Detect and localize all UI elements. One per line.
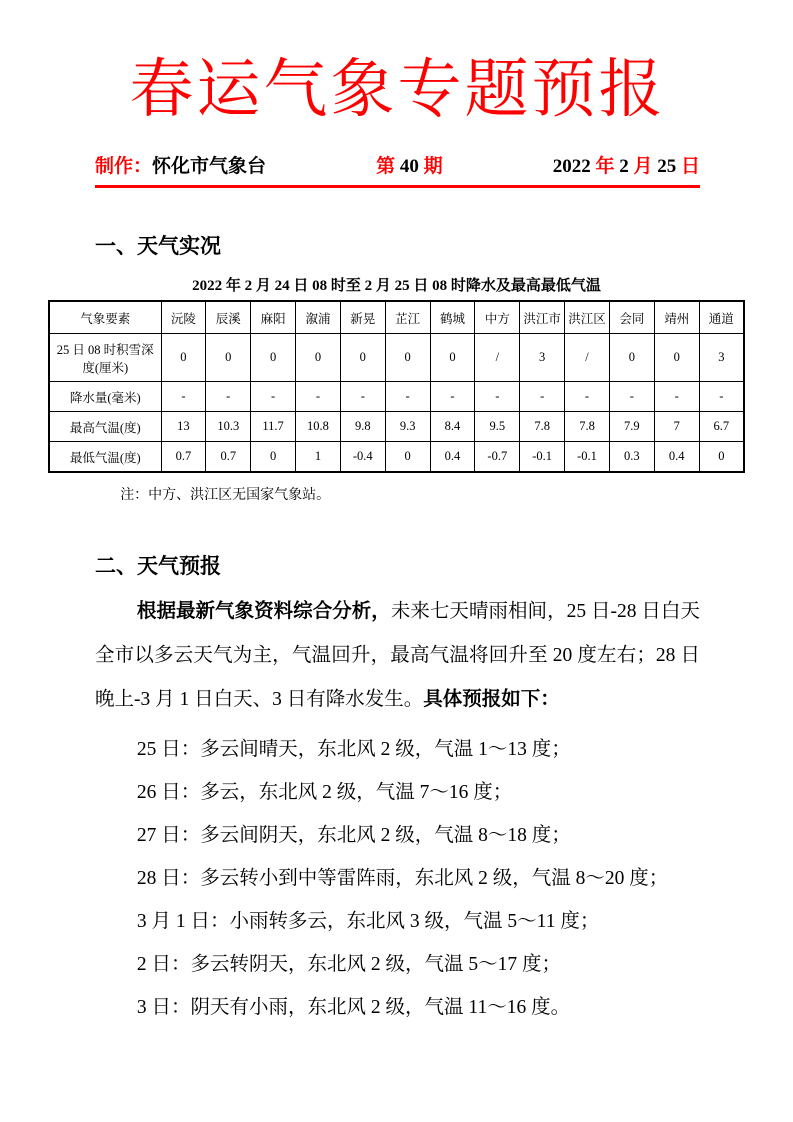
row-label: 25 日 08 时积雪深度(厘米) — [49, 334, 161, 382]
table-cell: - — [520, 382, 565, 412]
table-cell: - — [699, 382, 744, 412]
issue-prefix: 第 — [376, 155, 396, 177]
table-cell: - — [206, 382, 251, 412]
row-label: 最高气温(度) — [49, 412, 161, 442]
table-cell: 3 — [699, 334, 744, 382]
table-cell: 0.4 — [654, 442, 699, 472]
table-cell: 7.8 — [520, 412, 565, 442]
producer-value: 怀化市气象台 — [152, 155, 267, 177]
table-cell: - — [340, 382, 385, 412]
table-cell: 0 — [296, 334, 341, 382]
section-heading-weather-actual: 一、天气实况 — [95, 234, 221, 258]
forecast-line: 27 日：多云间阴天，东北风 2 级，气温 8～18 度； — [136, 824, 571, 846]
table-cell: 0.7 — [206, 442, 251, 472]
column-header: 靖州 — [654, 301, 699, 334]
table-cell: - — [609, 382, 654, 412]
weather-table-header-row — [49, 301, 744, 334]
table-cell: / — [475, 334, 520, 382]
table-cell: 0.3 — [609, 442, 654, 472]
header-divider — [95, 185, 700, 188]
table-cell: 0 — [340, 334, 385, 382]
row-label: 最低气温(度) — [49, 442, 161, 472]
table-cell: 11.7 — [251, 412, 296, 442]
date-day-unit: 日 — [680, 155, 700, 177]
section-heading-weather-forecast: 二、天气预报 — [95, 554, 221, 578]
table-cell: 9.5 — [475, 412, 520, 442]
column-header: 芷江 — [385, 301, 430, 334]
date-year-unit: 年 — [595, 155, 615, 177]
table-cell: 9.8 — [340, 412, 385, 442]
column-header: 洪江区 — [565, 301, 610, 334]
column-header: 沅陵 — [161, 301, 206, 334]
table-cell: 0 — [161, 334, 206, 382]
table-cell: 0 — [654, 334, 699, 382]
issue-suffix: 期 — [423, 155, 443, 177]
weather-table-body — [49, 334, 744, 472]
table-cell: 7.8 — [565, 412, 610, 442]
forecast-summary-paragraph — [95, 590, 700, 722]
table-cell: - — [430, 382, 475, 412]
table-cell: - — [654, 382, 699, 412]
table-cell: - — [385, 382, 430, 412]
table-note: 注：中方、洪江区无国家气象站。 — [120, 487, 331, 503]
table-row — [49, 382, 744, 412]
date-month: 2 — [619, 155, 629, 177]
producer-label: 制作： — [95, 155, 153, 177]
table-cell: 7.9 — [609, 412, 654, 442]
column-header: 溆浦 — [296, 301, 341, 334]
forecast-summary-body: 未来七天晴雨相间，25 日-28 日白天全市以多云天气为主，气温回升，最高气温将回升至 20 度左右；28 日晚上-3 月 1 日白天、3 日有降水发生。 — [95, 600, 700, 710]
date-day: 25 — [657, 155, 677, 177]
forecast-list — [95, 728, 700, 1029]
table-cell: 0 — [609, 334, 654, 382]
table-cell: 7 — [654, 412, 699, 442]
table-caption: 2022 年 2 月 24 日 08 时至 2 月 25 日 08 时降水及最高最低气温 — [192, 277, 601, 294]
table-cell: 3 — [520, 334, 565, 382]
column-header: 气象要素 — [49, 301, 161, 334]
table-cell: - — [475, 382, 520, 412]
page-title: 春运气象专题预报 — [129, 54, 666, 125]
date-month-unit: 月 — [633, 155, 653, 177]
column-header: 中方 — [475, 301, 520, 334]
row-label: 降水量(毫米) — [49, 382, 161, 412]
forecast-line: 2 日：多云转阴天，东北风 2 级，气温 5～17 度； — [136, 953, 562, 975]
table-cell: 0 — [251, 442, 296, 472]
table-cell: -0.1 — [520, 442, 565, 472]
column-header: 会同 — [609, 301, 654, 334]
table-cell: 0 — [385, 334, 430, 382]
forecast-line: 26 日：多云，东北风 2 级，气温 7～16 度； — [136, 781, 513, 803]
forecast-summary-lead: 根据最新气象资料综合分析， — [136, 600, 391, 622]
forecast-line: 3 月 1 日：小雨转多云，东北风 3 级，气温 5～11 度； — [136, 910, 600, 932]
table-cell: 8.4 — [430, 412, 475, 442]
table-cell: 6.7 — [699, 412, 744, 442]
table-cell: 0 — [385, 442, 430, 472]
issue-number — [376, 151, 443, 178]
document-header — [95, 52, 700, 188]
forecast-line: 3 日：阴天有小雨，东北风 2 级，气温 11～16 度。 — [136, 996, 571, 1018]
table-cell: 0.4 — [430, 442, 475, 472]
table-cell: - — [565, 382, 610, 412]
forecast-summary-tail: 具体预报如下： — [423, 688, 560, 710]
issue-date — [553, 151, 700, 178]
table-cell: 10.8 — [296, 412, 341, 442]
producer — [95, 151, 266, 178]
forecast-line: 25 日：多云间晴天，东北风 2 级，气温 1～13 度； — [136, 738, 571, 760]
table-cell: 0 — [251, 334, 296, 382]
table-cell: 13 — [161, 412, 206, 442]
table-cell: - — [161, 382, 206, 412]
weather-table — [48, 300, 745, 473]
table-row — [49, 412, 744, 442]
table-cell: / — [565, 334, 610, 382]
table-cell: -0.4 — [340, 442, 385, 472]
table-cell: 0 — [699, 442, 744, 472]
table-cell: - — [296, 382, 341, 412]
table-cell: -0.1 — [565, 442, 610, 472]
table-cell: - — [251, 382, 296, 412]
column-header: 通道 — [699, 301, 744, 334]
forecast-line: 28 日：多云转小到中等雷阵雨，东北风 2 级，气温 8～20 度； — [136, 867, 669, 889]
column-header: 洪江市 — [520, 301, 565, 334]
weather-table-wrap — [48, 300, 745, 473]
table-cell: -0.7 — [475, 442, 520, 472]
table-cell: 0.7 — [161, 442, 206, 472]
date-year: 2022 — [552, 155, 591, 177]
table-cell: 1 — [296, 442, 341, 472]
column-header: 新晃 — [340, 301, 385, 334]
column-header: 麻阳 — [251, 301, 296, 334]
table-cell: 10.3 — [206, 412, 251, 442]
meta-row — [95, 151, 700, 178]
table-cell: 0 — [206, 334, 251, 382]
table-row — [49, 334, 744, 382]
column-header: 鹤城 — [430, 301, 475, 334]
table-cell: 0 — [430, 334, 475, 382]
table-row — [49, 442, 744, 472]
column-header: 辰溪 — [206, 301, 251, 334]
table-cell: 9.3 — [385, 412, 430, 442]
issue-value: 40 — [399, 155, 419, 177]
